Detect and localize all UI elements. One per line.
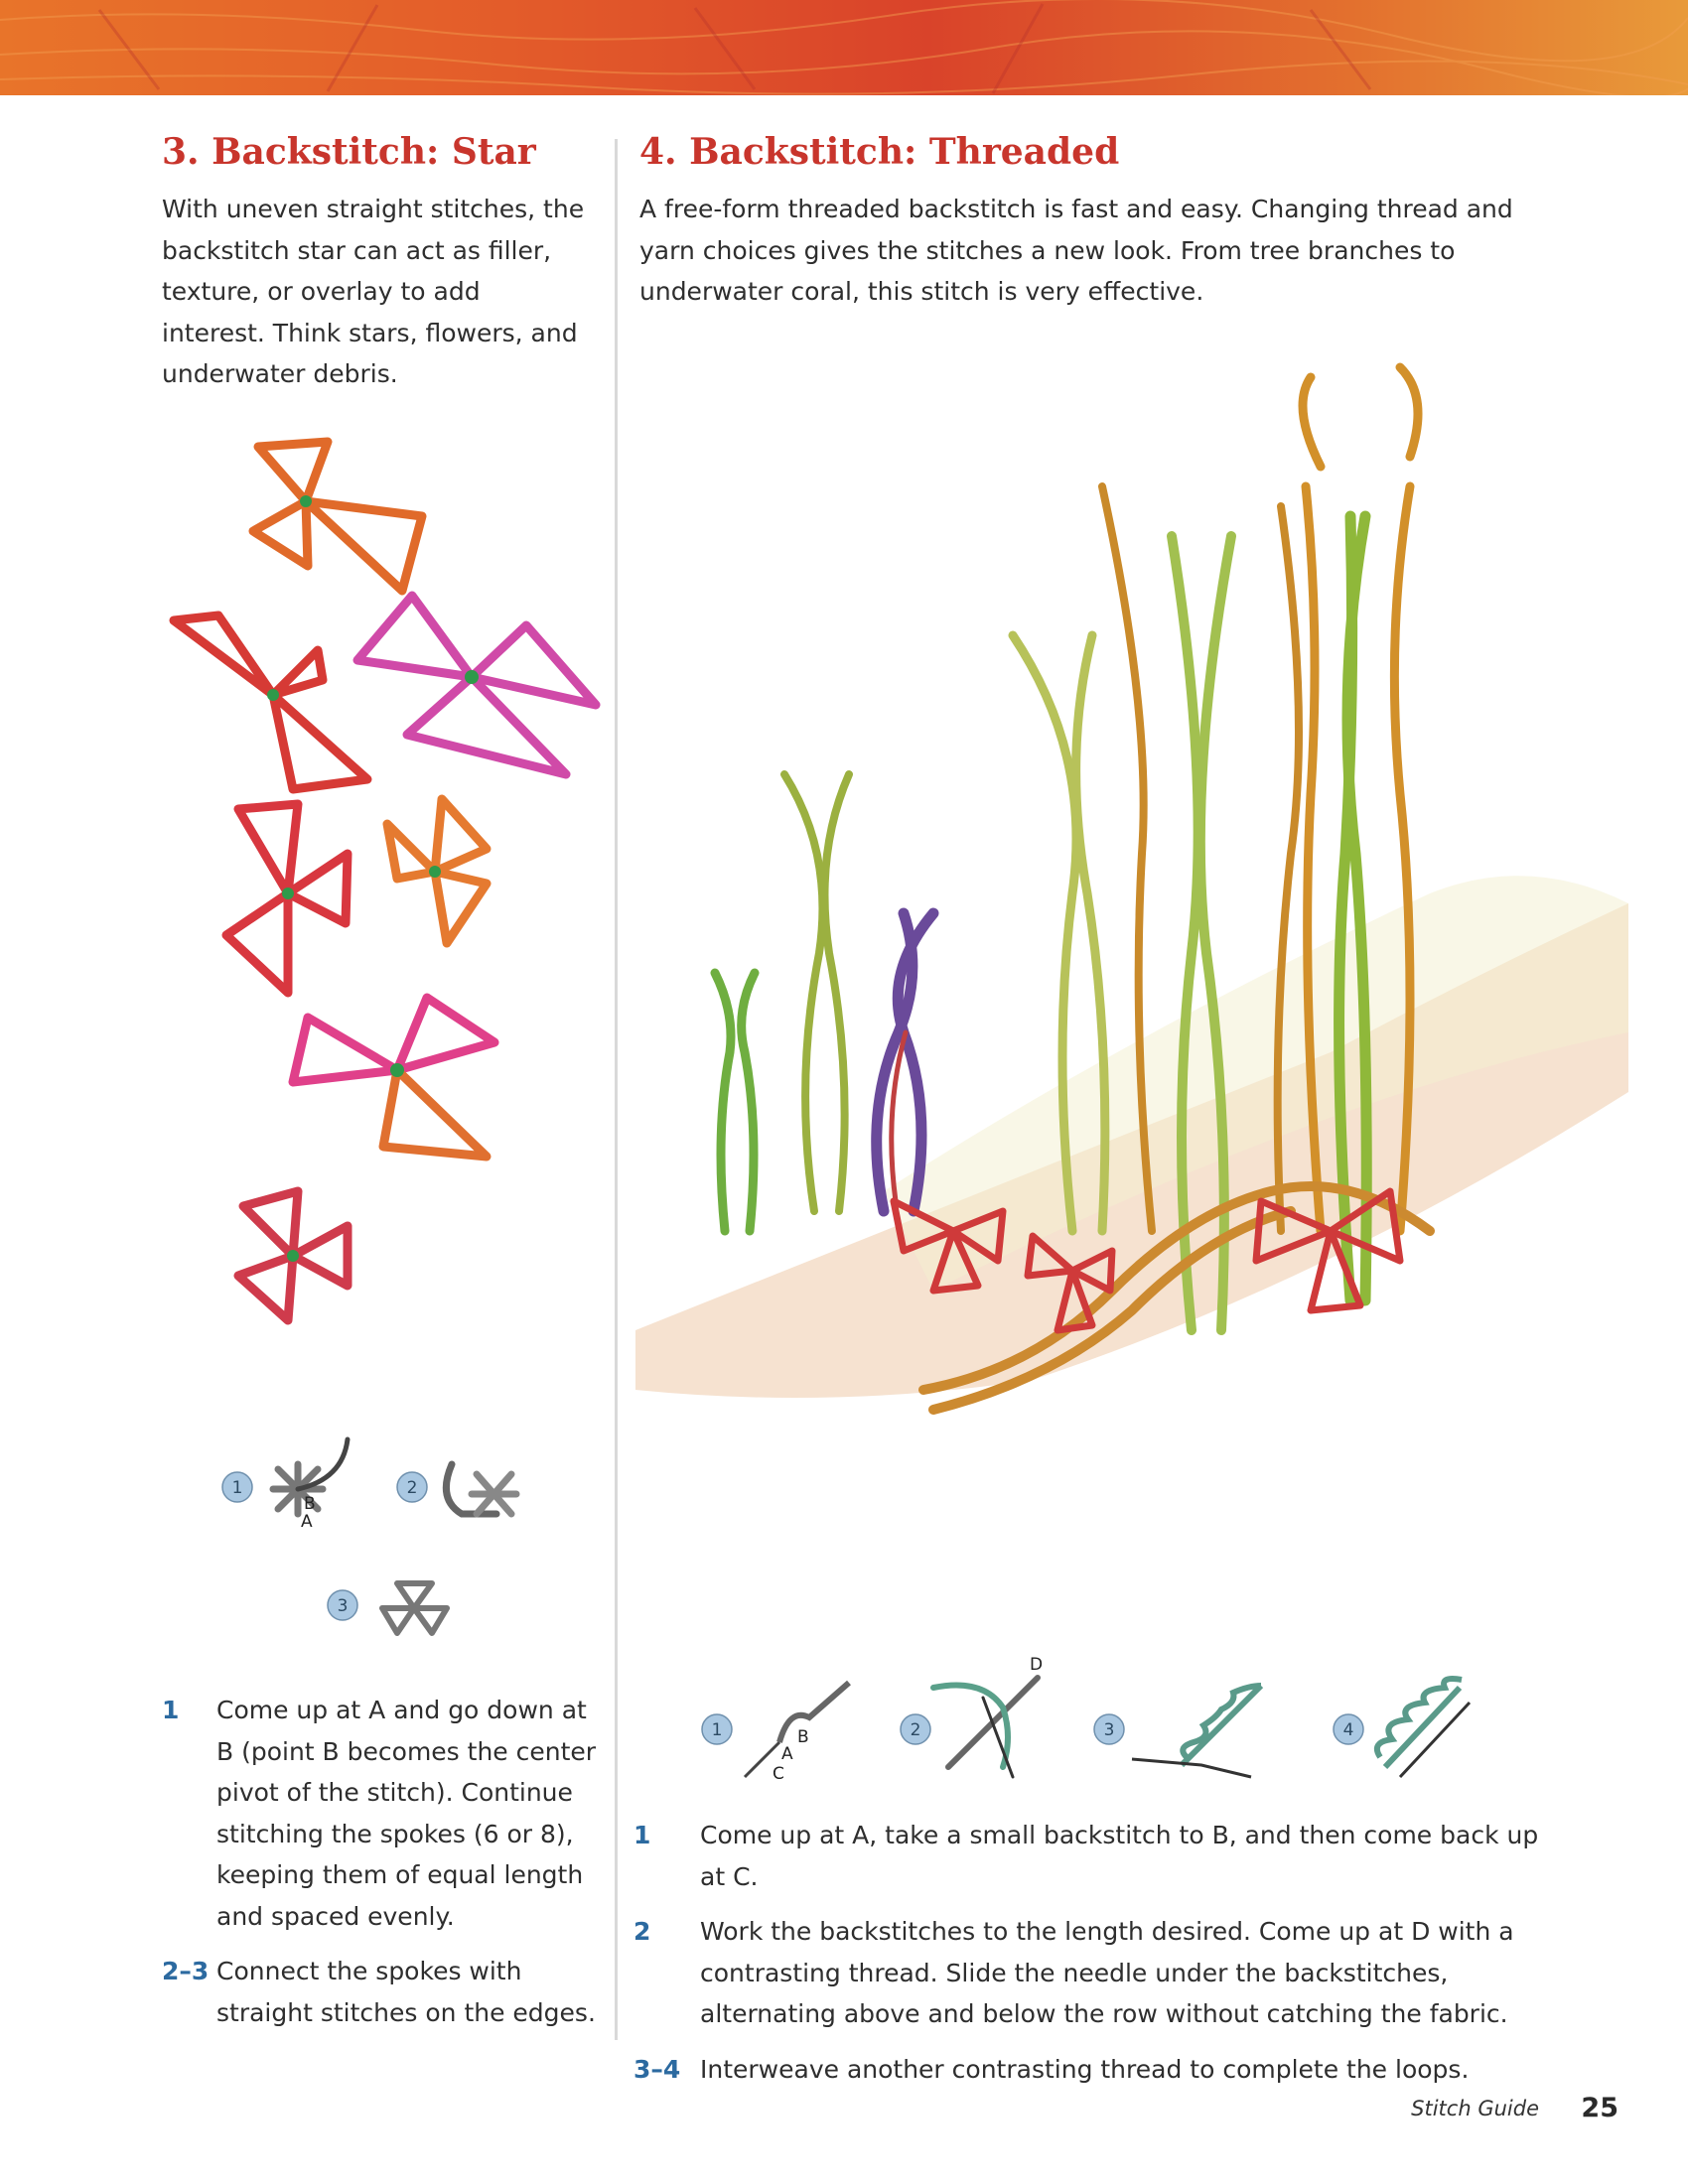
svg-text:3: 3 [337,1596,349,1616]
threaded-step-4-drawing [1377,1679,1470,1777]
threaded-intro-text: A free-form threaded backstitch is fast and easy. Changing thread and yarn choices gives the stitches a new look. From tree branches to underwater coral, this stitch is very effective. [639,195,1513,306]
threaded-step-3-4 [633,2049,1557,2091]
top-banner [0,0,1688,95]
threaded-step-2-drawing [933,1678,1038,1777]
star-step-2-drawing [446,1464,516,1514]
threaded-step-badge-2 [901,1714,930,1744]
star-orange-1 [253,442,422,591]
threaded-step-badge-4 [1334,1714,1363,1744]
star-stitch-diagrams [213,1420,551,1668]
footer-section-name: Stitch Guide [1411,2097,1539,2120]
threaded-step-2 [633,1911,1557,2035]
svg-text:B: B [304,1494,316,1514]
star-pink-6 [293,998,494,1157]
svg-text:4: 4 [1342,1720,1354,1740]
svg-text:1: 1 [711,1720,723,1740]
step-number: 3–4 [633,2054,681,2084]
svg-text:2: 2 [910,1720,921,1740]
step-number: 1 [162,1696,180,1724]
svg-text:1: 1 [231,1478,243,1498]
threaded-step-badge-3 [1094,1714,1124,1744]
threaded-stitch-diagrams [685,1648,1479,1787]
seaweed-left-small [715,973,755,1231]
svg-text:C: C [773,1764,784,1784]
coral-purple [877,913,933,1211]
star-step-badge-2 [397,1472,427,1502]
threaded-step-1 [633,1815,1557,1897]
star-magenta-3 [357,596,596,774]
step-text: Come up at A, take a small backstitch to B, and then come back up at C. [700,1821,1539,1891]
step-text: Interweave another contrasting thread to complete the loops. [700,2054,1470,2084]
star-stitch-artwork [159,417,616,1330]
threaded-step-3-drawing [1132,1686,1261,1777]
star-step-3-drawing [382,1583,447,1633]
star-step-badge-1 [222,1472,252,1502]
svg-text:2: 2 [406,1478,418,1498]
threaded-backstitch-artwork [635,338,1628,1549]
svg-text:A: A [781,1744,793,1764]
svg-text:D: D [1030,1655,1044,1675]
star-step-badge-3 [328,1590,357,1620]
page-number: 25 [1581,2093,1618,2123]
svg-text:3: 3 [1103,1720,1115,1740]
section-title-threaded: 4. Backstitch: Threaded [639,131,1120,173]
step-number: 2 [633,1917,651,1946]
step-number: 1 [633,1821,651,1849]
star-red-2 [174,615,367,789]
star-intro-text: With uneven straight stitches, the backstitch star can act as filler, texture, or overlay to add interest. Think stars, flowers, and underwater debris. [162,195,585,388]
star-steps-list [162,1690,599,2047]
banner-texture [0,0,1688,95]
svg-text:A: A [301,1512,313,1532]
star-step-2-3 [162,1951,599,2033]
step-number: 2–3 [162,1957,210,1985]
step-text: Work the backstitches to the length desired. Come up at D with a contrasting thread. Slide the needle under the backstitches, alternating above and below the row without catching the fabric. [700,1917,1514,2028]
svg-text:B: B [797,1727,809,1747]
seaweed-left-tall [784,774,849,1211]
section-title-star: 3. Backstitch: Star [162,131,536,173]
threaded-step-badge-1 [702,1714,732,1744]
threaded-steps-list [633,1815,1557,2104]
star-step-1 [162,1690,599,1937]
step-text: Come up at A and go down at B (point B becomes the center pivot of the stitch). Continue stitching the spokes (6 or 8), keeping them of equal length and spaced evenly. [216,1696,597,1931]
step-text: Connect the spokes with straight stitches on the edges. [216,1957,596,2027]
